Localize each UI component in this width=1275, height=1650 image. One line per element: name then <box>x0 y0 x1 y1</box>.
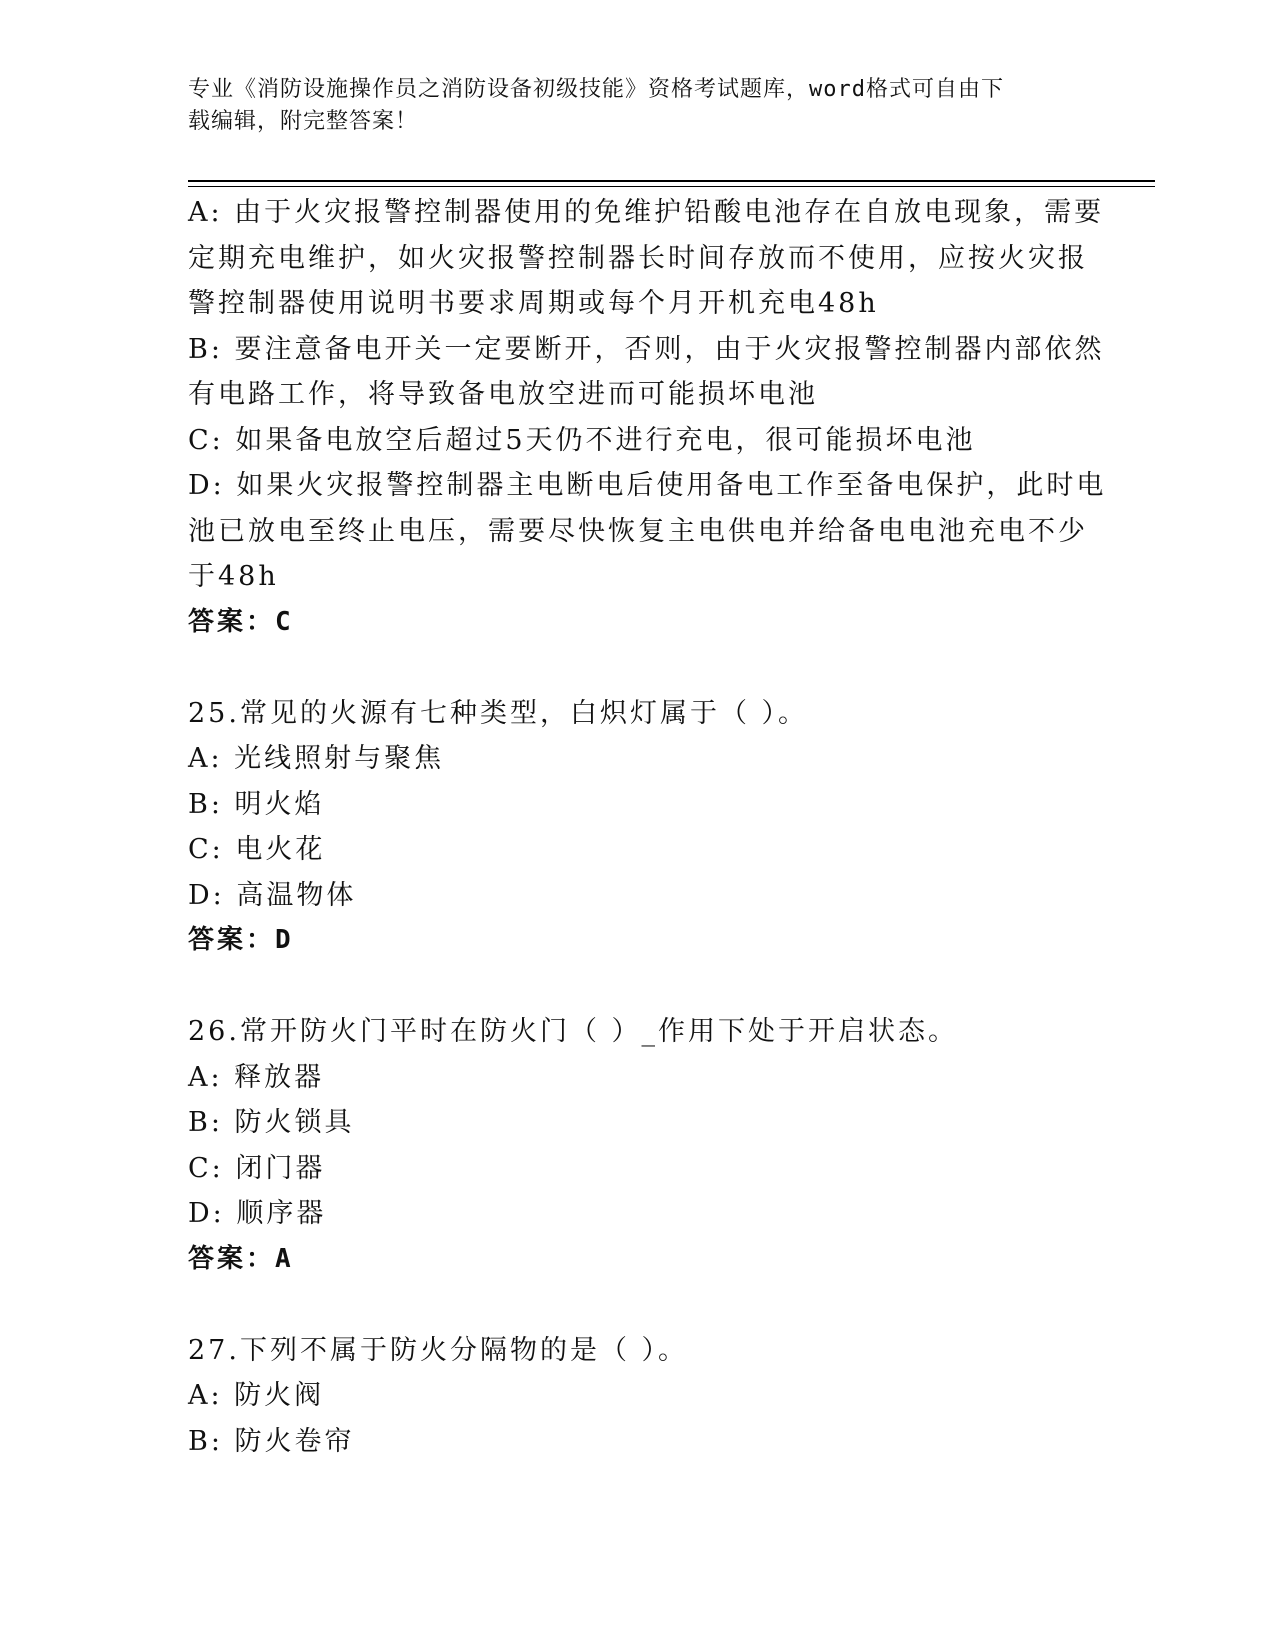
option-a: A: 防火阀 <box>188 1380 325 1411</box>
option-d-line-2: 池已放电至终止电压，需要尽快恢复主电供电并给备电电池充电不少 <box>188 515 1088 547</box>
document-header <box>188 74 1088 138</box>
option-d: D: 顺序器 <box>188 1198 327 1229</box>
spacer <box>188 645 1088 691</box>
option-a: A: 释放器 <box>188 1061 325 1093</box>
question-text: 27.下列不属于防火分隔物的是（ ）。 <box>188 1334 689 1366</box>
option-b-line-1: B: 要注意备电开关一定要断开，否则，由于火灾报警控制器内部依然 <box>188 333 1105 365</box>
option-d: D: 高温物体 <box>188 879 357 911</box>
question-27-block <box>188 1328 1088 1465</box>
question-text: 26.常开防火门平时在防火门（ ）_作用下处于开启状态。 <box>188 1016 959 1047</box>
option-a: A: 光线照射与聚焦 <box>188 743 445 774</box>
header-divider <box>188 180 1155 187</box>
option-a-line-3: 警控制器使用说明书要求周期或每个月开机充电48h <box>188 288 879 319</box>
spacer <box>188 964 1088 1010</box>
option-b: B: 防火锁具 <box>188 1107 355 1138</box>
document-body <box>188 190 1107 1464</box>
option-b-line-2: 有电路工作，将导致备电放空进而可能损坏电池 <box>188 379 818 410</box>
option-d-line-1: D: 如果火灾报警控制器主电断电后使用备电工作至备电保护，此时电 <box>188 470 1107 501</box>
answer: 答案：C <box>188 606 294 637</box>
question-text: 25.常见的火源有七种类型，白炽灯属于（ ）。 <box>188 697 809 729</box>
answer: 答案：D <box>188 925 294 955</box>
spacer <box>188 1282 1088 1328</box>
option-a-line-1: A: 由于火灾报警控制器使用的免维护铅酸电池存在自放电现象，需要 <box>188 197 1105 228</box>
option-a-line-2: 定期充电维护，如火灾报警控制器长时间存放而不使用，应按火灾报 <box>188 242 1088 274</box>
answer: 答案：A <box>188 1243 294 1274</box>
option-c: C: 电火花 <box>188 834 326 865</box>
question-24-block <box>188 190 1107 645</box>
option-d-line-3: 于48h <box>188 561 279 592</box>
option-b: B: 明火焰 <box>188 788 325 820</box>
question-26-block <box>188 1009 1088 1282</box>
question-25-block <box>188 691 1088 964</box>
option-c: C: 闭门器 <box>188 1152 326 1184</box>
option-c: C: 如果备电放空后超过5天仍不进行充电，很可能损坏电池 <box>188 424 976 456</box>
header-line-2: 载编辑，附完整答案！ <box>188 109 419 134</box>
option-b: B: 防火卷帘 <box>188 1425 355 1457</box>
header-line-1: 专业《消防设施操作员之消防设备初级技能》资格考试题库，word格式可自由下 <box>188 77 1004 102</box>
